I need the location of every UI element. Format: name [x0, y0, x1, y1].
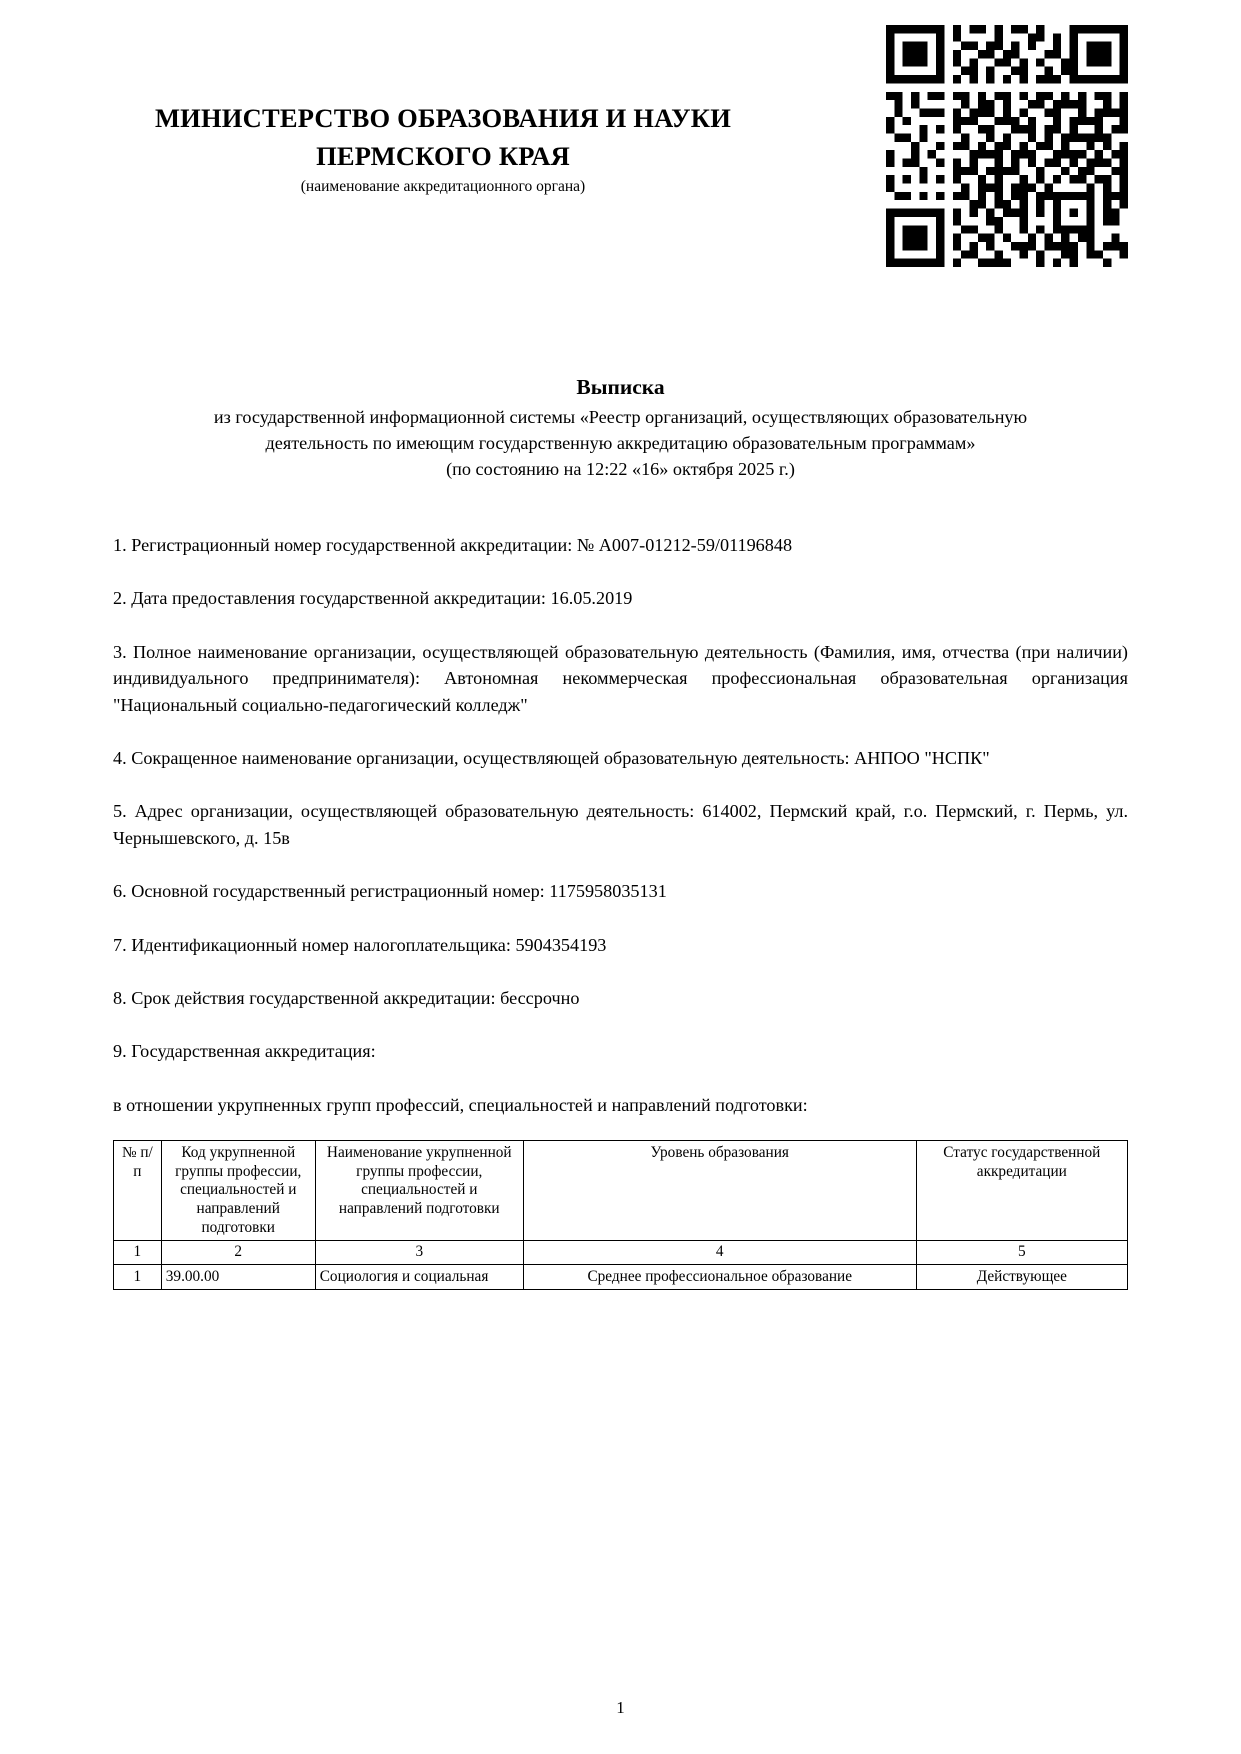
table-note: в отношении укрупненных групп профессий, специальностей и направлений подготовки:	[113, 1094, 808, 1115]
document-subtitle-line-1: из государственной информационной системы «Реестр организаций, осуществляющих образовательную	[213, 407, 1028, 427]
item-9: 9. Государственная аккредитация:	[113, 1041, 376, 1062]
qr-code-icon	[886, 25, 1128, 267]
row-name: Социология и социальная	[315, 1265, 523, 1290]
column-number-4: 4	[523, 1241, 916, 1265]
row-level: Среднее профессиональное образование	[523, 1265, 916, 1290]
document-title: Выписка	[576, 375, 665, 399]
document-items	[113, 532, 1128, 1065]
row-status: Действующее	[916, 1265, 1127, 1290]
table-header-num: № п/п	[114, 1141, 162, 1241]
item-6: 6. Основной государственный регистрационный номер: 1175958035131	[113, 881, 667, 902]
org-subtitle: (наименование аккредитационного органа)	[300, 178, 586, 195]
column-number-5: 5	[916, 1241, 1127, 1265]
item-8: 8. Срок действия государственной аккредитации: бессрочно	[113, 987, 580, 1008]
table-header-level: Уровень образования	[523, 1141, 916, 1241]
table-header-row	[114, 1141, 1128, 1241]
column-number-3: 3	[315, 1241, 523, 1265]
table-row	[114, 1265, 1128, 1290]
table-header-name: Наименование укрупненной группы профессии, специальностей и направлений подготовки	[315, 1141, 523, 1241]
table-column-number-row	[114, 1241, 1128, 1265]
item-7: 7. Идентификационный номер налогоплательщика: 5904354193	[113, 934, 607, 955]
document-subtitle	[113, 404, 1128, 482]
item-1: 1. Регистрационный номер государственной аккредитации: № А007-01212-59/01196848	[113, 535, 793, 556]
column-number-2: 2	[161, 1241, 315, 1265]
document-subtitle-line-3: (по состоянию на 12:22 «16» октября 2025 г.)	[446, 459, 795, 480]
table-header-status: Статус государственной аккредитации	[916, 1141, 1127, 1241]
item-5: 5. Адрес организации, осуществляющей образовательную деятельность: 614002, Пермский край, г.о. Пермский, г. Пермь, ул. Чернышевского, д. 15в	[113, 801, 1128, 848]
accreditation-table	[113, 1140, 1128, 1290]
row-code: 39.00.00	[161, 1265, 315, 1290]
row-num: 1	[114, 1265, 162, 1290]
item-3: 3. Полное наименование организации, осуществляющей образовательную деятельность (Фамилия, имя, отчества (при наличии) индивидуального предпринимателя): Автономная некоммерческая профессиональная образовательная организация "Национальный социально-педагогический колледж"	[113, 641, 1128, 715]
item-4: 4. Сокращенное наименование организации, осуществляющей образовательную деятельность: АНПОО "НСПК"	[113, 748, 990, 768]
item-2: 2. Дата предоставления государственной аккредитации: 16.05.2019	[113, 588, 633, 609]
table-header-code: Код укрупненной группы профессии, специальностей и направлений подготовки	[161, 1141, 315, 1241]
document-header	[113, 0, 1128, 300]
page-title: МИНИСТЕРСТВО ОБРАЗОВАНИЯ И НАУКИ ПЕРМСКОГО КРАЯ	[154, 103, 732, 171]
column-number-1: 1	[114, 1241, 162, 1265]
document-subtitle-line-2: деятельность по имеющим государственную аккредитацию образовательным программам»	[265, 433, 976, 454]
page-number: 1	[616, 1698, 625, 1717]
